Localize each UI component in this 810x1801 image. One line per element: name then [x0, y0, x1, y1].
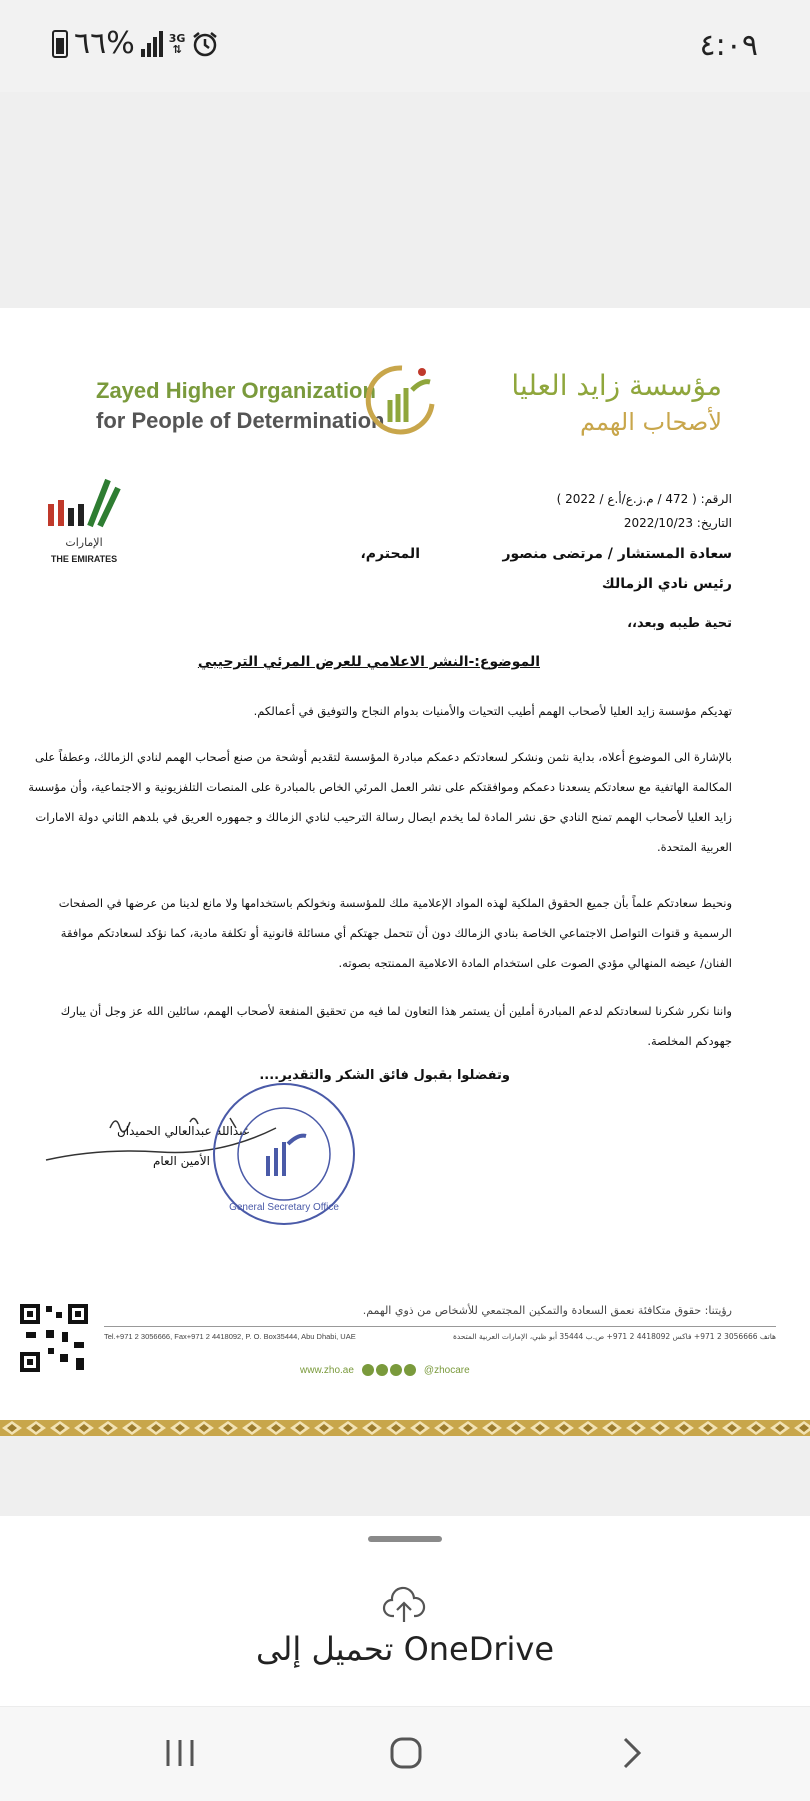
youtube-icon [404, 1364, 416, 1376]
subject-line: الموضوع:-النشر الاعلامي للعرض المرئي الترحيبي [197, 654, 540, 670]
paragraph: تهديكم مؤسسة زايد العليا لأصحاب الهمم أطيب التحيات والأمنيات بدوام النجاح والتوفيق في أعمالكم. [253, 704, 732, 718]
letter-document[interactable] [0, 308, 810, 1436]
sheet-drag-handle[interactable] [368, 1536, 442, 1542]
closing-line: وتفضلوا بقبول فائق الشكر والتقدير.... [259, 1068, 510, 1083]
home-button[interactable] [376, 1723, 436, 1783]
org-name-arabic: مؤسسة زايد العليا لأصحاب الهمم [511, 369, 722, 436]
upload-to-onedrive-button[interactable]: تحميل إلى OneDrive [255, 1630, 555, 1668]
org-name-english: Zayed Higher Organization for People of Determination [96, 378, 385, 433]
network-type: 3G ⇅ [168, 31, 186, 56]
zho-logo-icon [362, 360, 442, 436]
alarm-icon [191, 30, 219, 58]
vision-statement: رؤيتنا: حقوق متكافئة نعمق السعادة والتمكين المجتمعي للأشخاص من ذوي الهمم. [362, 1304, 732, 1317]
instagram-icon [390, 1364, 402, 1376]
signal-icon [141, 31, 163, 57]
emirates-logo-icon [44, 470, 124, 540]
recent-apps-icon [163, 1738, 197, 1768]
footer-divider [104, 1326, 776, 1327]
signatory-name: عبدالله عبدالعالي الحميدان [116, 1124, 250, 1138]
battery-level: ٦٦% [74, 26, 135, 61]
signatory-title: الأمين العام [152, 1154, 210, 1168]
social-icons [362, 1364, 416, 1376]
website-link[interactable]: www.zho.ae [300, 1364, 354, 1376]
paragraph: بالإشارة الى الموضوع أعلاه، بداية نثمن ونشكر لسعادتكم دعمكم مبادرة المؤسسة لتقديم أوشحة من صنع أصحاب الهمم لنادي الزمالك، وعطفاً على المكالمة الهاتفية مع سعادتكم يسعدنا دعمكم وموافقتكم على نشر العمل المرئي الخاص بالمبادرة على المنصات التلفزيونية و الاجتماعية، وأن مؤسسة زايد العليا لأصحاب الهمم تمنح النادي حق نشر المادة لما يخدم ايصال رسالة الترحيب لنادي الزمالك و جمهوره العريق في بلدهم الثاني دولة الامارات العربية المتحدة. [28, 750, 732, 854]
official-stamp-icon [210, 1080, 358, 1228]
contact-english: Tel.+971 2 3056666, Fax+971 2 4418092, P. O. Box35444, Abu Dhabi, UAE [104, 1332, 356, 1341]
viewer-background [0, 92, 810, 308]
home-icon [389, 1736, 423, 1770]
qr-code-icon[interactable] [18, 1302, 90, 1374]
clock: ٤:٠٩ [699, 28, 758, 63]
twitter-icon [376, 1364, 388, 1376]
navigation-bar [0, 1706, 810, 1801]
reference-number: الرقم: ( 472 / م.ز.ع/أ.ع / 2022 ) [556, 492, 732, 506]
status-bar [0, 0, 810, 92]
paragraph: واننا نكرر شكرنا لسعادتكم لدعم المبادرة أملين أن يستمر هذا التعاون لما فيه من تحقيق المنفعة لأصحاب الهمم، سائلين الله عز وجل أن يبارك جهودكم المخلصة. [60, 1004, 732, 1048]
chevron-right-icon [620, 1736, 644, 1770]
honorific: المحترم، [360, 546, 420, 562]
battery-icon [52, 30, 68, 58]
cloud-upload-icon[interactable] [382, 1586, 426, 1626]
addressee: سعادة المستشار / مرتضى منصور [502, 546, 732, 562]
greeting: تحية طيبه وبعد،، [627, 616, 732, 631]
letter-date: التاريخ: 2022/10/23 [623, 516, 732, 530]
emirates-label-arabic: الإمارات [65, 536, 103, 549]
back-button[interactable] [602, 1723, 662, 1783]
contact-arabic: هاتف 3056666 2 971+ فاكس 4418092 2 971+ ص.ب 35444 أبو ظبي، الإمارات العربية المتحدة [452, 1332, 776, 1341]
viewer-background [0, 1436, 810, 1516]
web-links [300, 1364, 470, 1376]
status-icons [52, 26, 219, 61]
addressee-title: رئيس نادي الزمالك [601, 576, 732, 592]
emirates-label-english: THE EMIRATES [50, 554, 118, 564]
recent-apps-button[interactable] [150, 1723, 210, 1783]
social-handle[interactable]: @zhocare [423, 1364, 470, 1376]
facebook-icon [362, 1364, 374, 1376]
svg-text:General Secretary Office: General Secretary Office [229, 1202, 339, 1213]
paragraph: ونحيط سعادتكم علماً بأن جميع الحقوق الملكية لهذه المواد الإعلامية ملك للمؤسسة ونخولكم باستخدامها ولا مانع لدينا من عرضها في الصفحات الرسمية و قنوات التواصل الاجتماعي الخاصة بنادي الزمالك دون أن تتحمل جهتكم أي مسائلة قانونية أو تكلفة مادية، كما نؤكد لسعادتكم موافقة الفنان/ عيضه المنهالي مؤدي الصوت على استخدام المادة الاعلامية الممنتجه بصوته. [58, 896, 732, 970]
decorative-pattern-band [0, 1420, 810, 1436]
